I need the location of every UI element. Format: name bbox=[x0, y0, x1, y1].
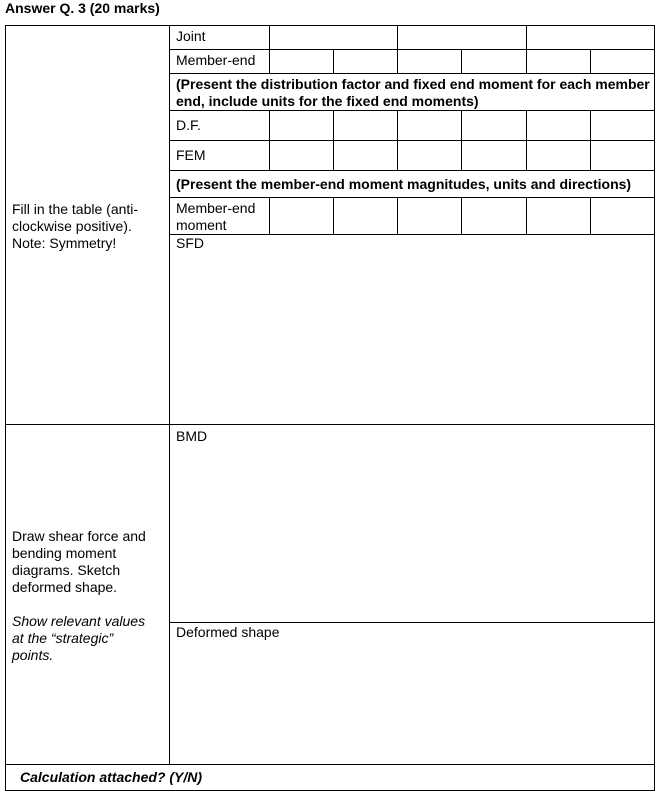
fem-cell[interactable] bbox=[527, 141, 591, 171]
member-end-moment-cell[interactable] bbox=[462, 198, 527, 235]
member-end-moment-cell[interactable] bbox=[334, 198, 398, 235]
joint-cell[interactable] bbox=[527, 26, 655, 50]
instruction-line: Fill in the table (anti- bbox=[12, 200, 139, 217]
diagram-instruction-line: Draw shear force and bbox=[12, 527, 146, 544]
diagram-instructions bbox=[6, 425, 170, 765]
fem-cell[interactable] bbox=[270, 141, 334, 171]
member-end-moment-cell[interactable] bbox=[398, 198, 462, 235]
df-cell[interactable] bbox=[591, 111, 655, 141]
deformed-shape-area[interactable] bbox=[170, 623, 655, 765]
member-end-moment-cell[interactable] bbox=[591, 198, 655, 235]
question-title: Answer Q. 3 (20 marks) bbox=[5, 0, 160, 16]
df-label: D.F. bbox=[170, 111, 270, 141]
diagram-instruction-line: bending moment bbox=[12, 544, 117, 561]
diagram-instruction-line: diagrams. Sketch bbox=[12, 561, 121, 578]
fem-cell[interactable] bbox=[334, 141, 398, 171]
emphasis-line: Show relevant values bbox=[12, 612, 146, 629]
member-end-cell[interactable] bbox=[462, 50, 527, 74]
table-instructions bbox=[6, 26, 170, 425]
member-end-cell[interactable] bbox=[398, 50, 462, 74]
member-end-cell[interactable] bbox=[527, 50, 591, 74]
df-cell[interactable] bbox=[270, 111, 334, 141]
joint-cell[interactable] bbox=[398, 26, 527, 50]
member-end-moment-label-line: Member-end bbox=[176, 200, 256, 216]
df-fem-note: (Present the distribution factor and fixed end moment for each member end, include units for the fixed end moments) bbox=[170, 74, 655, 111]
member-end-moment-cell[interactable] bbox=[527, 198, 591, 235]
sfd-area[interactable] bbox=[170, 235, 655, 425]
joint-label: Joint bbox=[170, 26, 270, 50]
member-end-label: Member-end bbox=[170, 50, 270, 74]
answer-table bbox=[5, 25, 655, 791]
df-cell[interactable] bbox=[334, 111, 398, 141]
sfd-label: SFD bbox=[176, 235, 204, 251]
fem-cell[interactable] bbox=[398, 141, 462, 171]
bmd-area[interactable] bbox=[170, 425, 655, 623]
member-end-moment-label bbox=[170, 198, 270, 235]
joint-cell[interactable] bbox=[270, 26, 398, 50]
emphasis-line: points. bbox=[12, 646, 54, 663]
calculation-attached-label: Calculation attached? (Y/N) bbox=[20, 769, 203, 785]
df-cell[interactable] bbox=[527, 111, 591, 141]
df-cell[interactable] bbox=[462, 111, 527, 141]
fem-cell[interactable] bbox=[462, 141, 527, 171]
member-end-cell[interactable] bbox=[270, 50, 334, 74]
fem-label: FEM bbox=[170, 141, 270, 171]
emphasis-line: at the “strategic” bbox=[12, 629, 114, 646]
member-end-cell[interactable] bbox=[334, 50, 398, 74]
member-end-moment-note: (Present the member-end moment magnitudes, units and directions) bbox=[170, 171, 655, 198]
calculation-attached-prompt[interactable] bbox=[6, 765, 655, 791]
fem-cell[interactable] bbox=[591, 141, 655, 171]
member-end-moment-label-line: moment bbox=[176, 217, 227, 233]
deformed-shape-label: Deformed shape bbox=[176, 624, 280, 640]
diagram-instruction-line: deformed shape. bbox=[12, 578, 118, 595]
instruction-line: clockwise positive). bbox=[12, 217, 132, 234]
member-end-cell[interactable] bbox=[591, 50, 655, 74]
df-cell[interactable] bbox=[398, 111, 462, 141]
instruction-line: Note: Symmetry! bbox=[12, 234, 117, 251]
member-end-moment-cell[interactable] bbox=[270, 198, 334, 235]
bmd-label: BMD bbox=[176, 428, 208, 444]
